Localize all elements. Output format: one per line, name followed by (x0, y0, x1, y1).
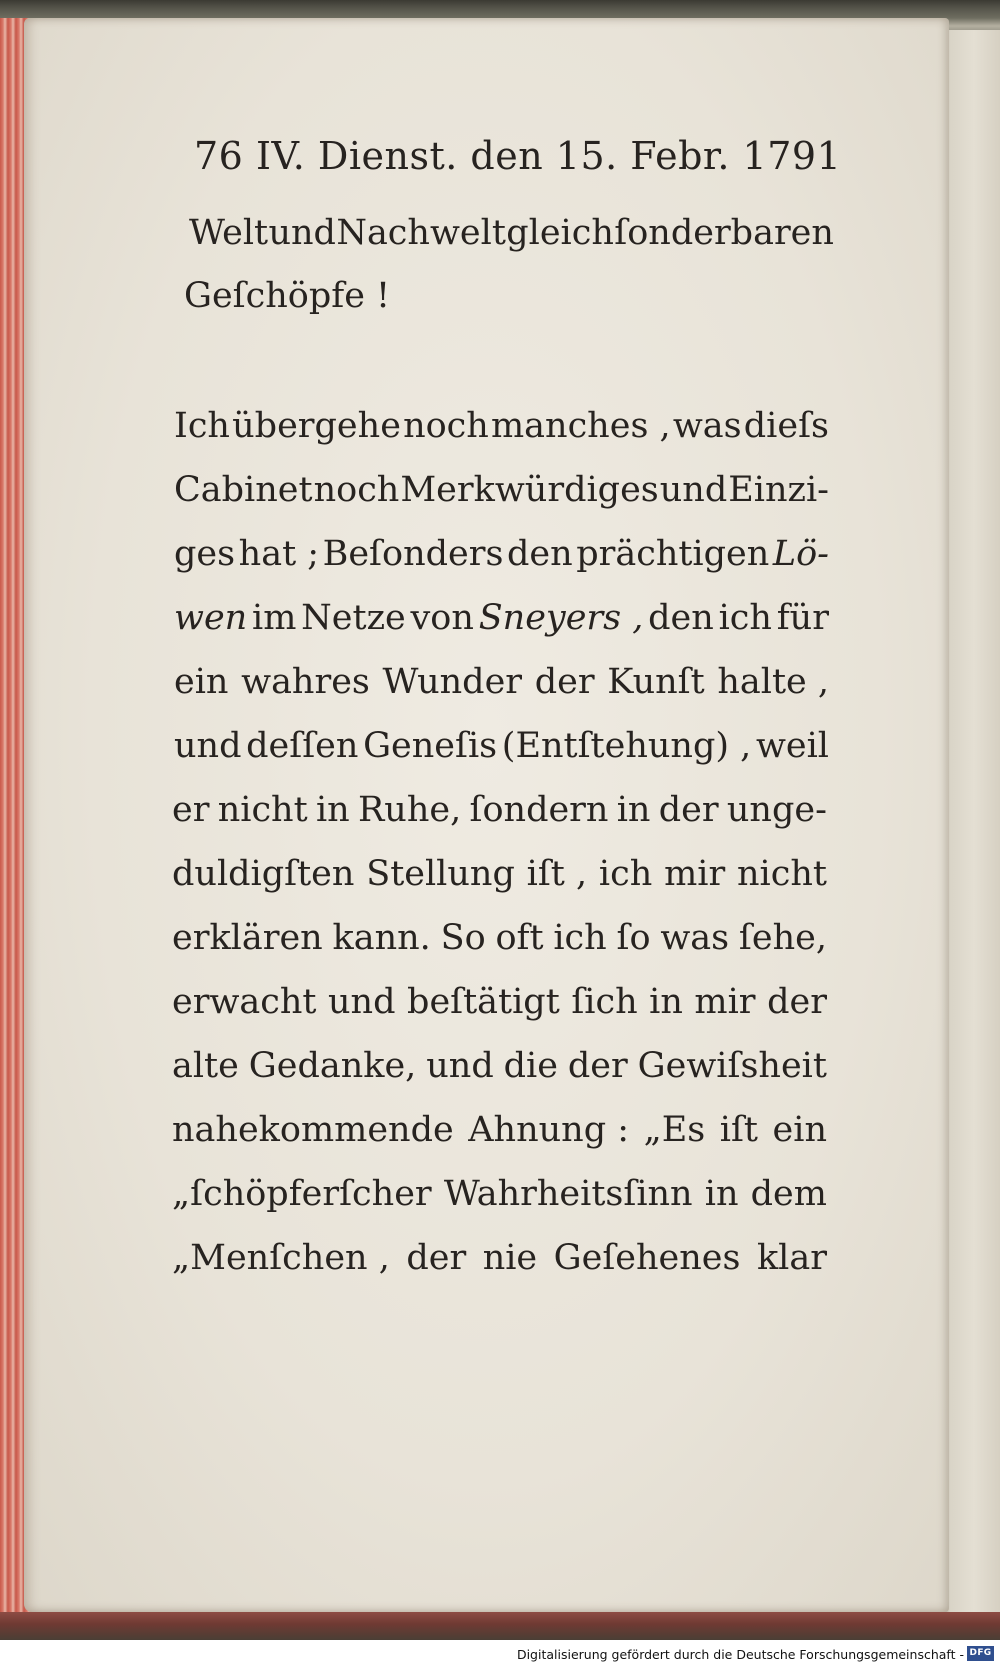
word: Geſehenes (553, 1238, 741, 1278)
word: mir (694, 982, 756, 1022)
word: der (658, 790, 719, 830)
word: Geneſis (363, 726, 498, 766)
word: und (659, 470, 728, 510)
word: nicht (217, 790, 308, 830)
text-line (172, 982, 827, 1022)
funding-credit: Digitalisierung gefördert durch die Deutsche Forschungsgemeinschaft - (516, 1647, 964, 1662)
word: ein (174, 662, 229, 702)
word: erwacht (172, 982, 317, 1022)
text-line (174, 598, 829, 638)
text-line (172, 1110, 827, 1150)
word: klar (756, 1238, 827, 1278)
text-line (172, 1046, 827, 1086)
word: Gewiſsheit (637, 1046, 827, 1086)
word: der (567, 1046, 628, 1086)
word: erklären (172, 918, 323, 958)
word: Netze (301, 598, 406, 638)
word: duldigſten (172, 854, 355, 894)
word: den (648, 598, 714, 638)
text-line (172, 790, 827, 830)
text-line (172, 1238, 827, 1278)
word: hat ; (238, 534, 320, 574)
text-line (172, 854, 827, 894)
word: (Entſtehung) , (501, 726, 752, 766)
digitization-footer (0, 1640, 1000, 1668)
word: von (410, 598, 474, 638)
text-line (172, 918, 827, 958)
word: Gedanke, (248, 1046, 417, 1086)
word: ich (718, 598, 772, 638)
word: nahekommende (172, 1110, 454, 1150)
word: mir (664, 854, 726, 894)
text-line (174, 662, 829, 702)
book-page (24, 18, 949, 1612)
word: iſt (719, 1110, 758, 1150)
word: Ich (174, 406, 230, 446)
word: der (767, 982, 827, 1022)
word: oft (495, 918, 544, 958)
word: „Menſchen , (172, 1238, 390, 1278)
next-page-edge (944, 30, 1000, 1615)
text-line (174, 406, 829, 446)
word: ges (174, 534, 236, 574)
word: in (704, 1174, 739, 1214)
word: halte , (717, 662, 829, 702)
word: Ahnung : (468, 1110, 630, 1150)
word: wen (174, 598, 248, 638)
text-line (174, 534, 829, 574)
word: ein (772, 1110, 827, 1150)
word: Einzi- (728, 470, 829, 510)
word: nicht (736, 854, 827, 894)
word: in (616, 790, 651, 830)
word: im (252, 598, 297, 638)
running-header (194, 134, 841, 178)
word: in (649, 982, 683, 1022)
word: in (315, 790, 350, 830)
word: die (503, 1046, 558, 1086)
word: Welt (189, 213, 269, 253)
word: der (406, 1238, 467, 1278)
word: manches , (490, 406, 671, 446)
word: ich (553, 918, 607, 958)
text-line (189, 213, 834, 253)
book-bottom-edge (0, 1612, 1000, 1640)
word: Wunder (382, 662, 523, 702)
word: So (440, 918, 486, 958)
running-title: IV. Dienst. den 15. Febr. 1791 (255, 134, 842, 178)
word: alte (172, 1046, 239, 1086)
word: nie (482, 1238, 538, 1278)
word: für (776, 598, 829, 638)
word: Kunſt (607, 662, 705, 702)
word: deſſen (246, 726, 359, 766)
word: den (506, 534, 573, 574)
word: gleich (506, 213, 614, 253)
word: Ruhe, (357, 790, 462, 830)
word: ſo (616, 918, 651, 958)
word: dem (750, 1174, 827, 1214)
word: und (174, 726, 242, 766)
word: kann. (332, 918, 431, 958)
text-line (172, 1174, 827, 1214)
word: Nachwelt (336, 213, 506, 253)
word: noch (313, 470, 400, 510)
text-line (174, 470, 829, 510)
word: iſt , (526, 854, 588, 894)
text-line (184, 276, 839, 316)
word: noch (403, 406, 489, 446)
word: „ſchöpferſcher (172, 1174, 432, 1214)
word: ſonderbaren (614, 213, 834, 253)
word: er (172, 790, 210, 830)
word: Merkwürdiges (400, 470, 659, 510)
word: ſehe, (738, 918, 827, 958)
word: ſondern (469, 790, 609, 830)
word: der (534, 662, 595, 702)
word: Stellung (366, 854, 515, 894)
page-number: 76 (194, 134, 244, 178)
word: Sneyers , (478, 598, 644, 638)
word: was (672, 406, 742, 446)
word: und (426, 1046, 494, 1086)
word: was (660, 918, 730, 958)
word: weil (755, 726, 829, 766)
word: wahres (241, 662, 370, 702)
page-text (24, 18, 949, 1612)
word: dieſs (743, 406, 829, 446)
word: Geſchöpfe ! (184, 276, 391, 316)
word: Cabinet (174, 470, 313, 510)
word: Beſonders (322, 534, 504, 574)
dfg-logo: DFG (967, 1646, 994, 1661)
word: ich (598, 854, 653, 894)
word: unge- (726, 790, 827, 830)
word: Lö- (772, 534, 829, 574)
word: und (328, 982, 396, 1022)
word: ſich (571, 982, 638, 1022)
word: prächtigen (576, 534, 770, 574)
text-line (174, 726, 829, 766)
word: übergehe (232, 406, 401, 446)
word: „Es (643, 1110, 706, 1150)
word: und (268, 213, 336, 253)
word: beſtätigt (407, 982, 560, 1022)
word: Wahrheitsſinn (443, 1174, 693, 1214)
